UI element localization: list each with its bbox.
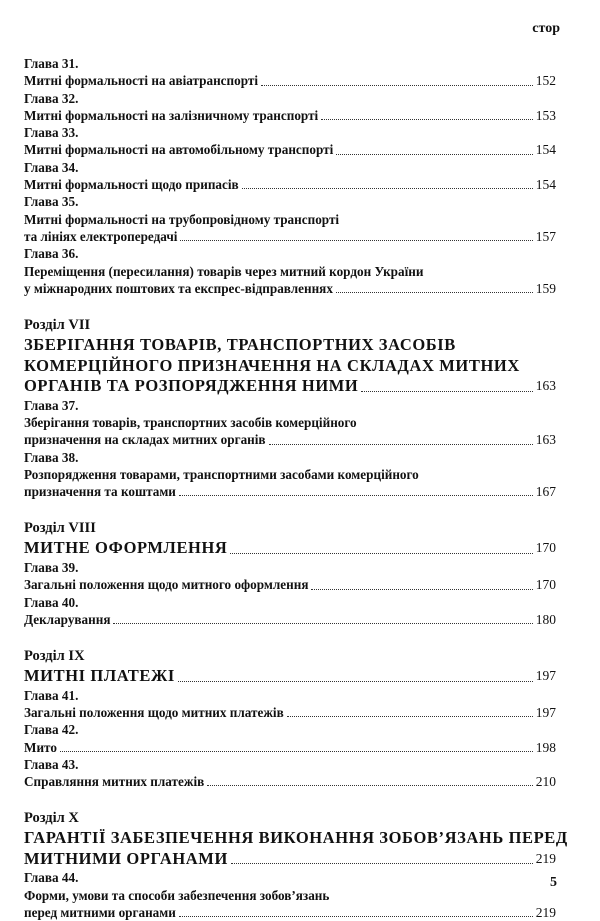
chapter-label: Глава 44. (24, 870, 79, 886)
section-title-line (24, 849, 556, 870)
section-title-line (24, 666, 556, 687)
chapter-label: Глава 41. (24, 687, 79, 703)
entry-text: МИТНИМИ ОРГАНАМИ (24, 848, 228, 868)
chapter-label: Глава 34. (24, 159, 79, 175)
toc-entry-line (24, 773, 556, 790)
toc-entry-line: Зберігання товарів, транспортних засобів комерційного (24, 414, 357, 430)
page-ref: 163 (535, 378, 556, 394)
page-ref: 167 (535, 484, 556, 500)
dot-leader (242, 188, 533, 189)
toc-entry-line (24, 483, 556, 500)
chapter-label: Глава 37. (24, 397, 79, 413)
toc-entry-line: Розпорядження товарами, транспортними засобами комерційного (24, 466, 419, 482)
entry-text: призначення та коштами (24, 484, 176, 500)
dot-leader (230, 553, 532, 554)
page-ref: 210 (535, 774, 556, 790)
entry-text: Митні формальності на авіатранспорті (24, 73, 259, 89)
dot-leader (361, 391, 532, 392)
dot-leader (207, 785, 533, 786)
dot-leader (179, 495, 533, 496)
page-ref: 153 (535, 107, 556, 123)
chapter-label: Глава 39. (24, 559, 79, 575)
toc-entry-line (24, 611, 556, 628)
page-ref: 219 (535, 850, 556, 866)
toc-entry-line (24, 228, 556, 245)
toc-entry-line (24, 576, 556, 593)
section-title-line (24, 376, 556, 397)
entry-text: ОРГАНІВ ТА РОЗПОРЯДЖЕННЯ НИМИ (24, 376, 359, 396)
entry-text: Мито (24, 739, 57, 755)
toc-entry-line: Форми, умови та способи забезпечення зобов’язань (24, 887, 330, 903)
chapter-label: Глава 32. (24, 90, 79, 106)
chapter-label: Глава 31. (24, 56, 79, 71)
entry-text: Митні формальності на автомобільному транспорті (24, 142, 334, 158)
section-label: Розділ VII (24, 317, 91, 334)
section-label: Розділ VIII (24, 520, 96, 537)
dot-leader (179, 916, 533, 917)
toc-entry-line (24, 176, 556, 193)
section-block (24, 809, 568, 921)
dot-leader (321, 119, 533, 120)
section-block (24, 316, 556, 500)
section-block (24, 647, 556, 790)
dot-leader (261, 85, 533, 86)
page-ref: 152 (535, 73, 556, 89)
section-label: Розділ X (24, 810, 79, 827)
dot-leader (287, 716, 533, 717)
toc-entry-line (24, 72, 556, 89)
chapter-label: Глава 43. (24, 756, 79, 772)
dot-leader (178, 681, 533, 682)
dot-leader (231, 863, 533, 864)
toc-entry-line (24, 107, 556, 124)
page-ref: 198 (535, 739, 556, 755)
chapter-label: Глава 36. (24, 246, 79, 262)
dot-leader (336, 154, 532, 155)
page-header-label: стор (532, 21, 560, 36)
entry-text: Загальні положення щодо митного оформлення (24, 577, 309, 593)
toc-entry-line (24, 141, 556, 158)
entry-text: Митні формальності щодо припасів (24, 177, 239, 193)
chapter-label: Глава 35. (24, 194, 79, 210)
section-title-line: ЗБЕРІГАННЯ ТОВАРІВ, ТРАНСПОРТНИХ ЗАСОБІВ (24, 335, 456, 355)
dot-leader (311, 589, 532, 590)
entry-text: МИТНІ ПЛАТЕЖІ (24, 666, 175, 686)
entry-text: перед митними органами (24, 905, 176, 920)
chapter-label: Глава 38. (24, 449, 79, 465)
page-ref: 197 (535, 668, 556, 684)
toc-entry-line (24, 431, 556, 448)
page-ref: 157 (535, 228, 556, 244)
entry-text: Справляння митних платежів (24, 774, 205, 790)
chapter-label: Глава 40. (24, 594, 79, 610)
dot-leader (60, 751, 533, 752)
page-ref: 154 (535, 177, 556, 193)
dot-leader (336, 292, 533, 293)
table-of-contents (24, 55, 568, 921)
section-block (24, 519, 556, 628)
page-number: 5 (550, 875, 557, 890)
page-ref: 180 (535, 611, 556, 627)
page-ref: 159 (535, 280, 556, 296)
chapter-label: Глава 42. (24, 722, 79, 738)
section-title-line: КОМЕРЦІЙНОГО ПРИЗНАЧЕННЯ НА СКЛАДАХ МИТНИХ (24, 355, 520, 375)
page-ref: 163 (535, 432, 556, 448)
entry-text: Митні формальності на залізничному транспорті (24, 107, 319, 123)
toc-entry-line (24, 739, 556, 756)
entry-text: МИТНЕ ОФОРМЛЕННЯ (24, 538, 228, 558)
dot-leader (269, 444, 533, 445)
entry-text: призначення на складах митних органів (24, 432, 266, 448)
toc-entry-line: Митні формальності на трубопровідному транспорті (24, 211, 340, 227)
page-ref: 197 (535, 704, 556, 720)
section-title-line: ГАРАНТІЇ ЗАБЕЗПЕЧЕННЯ ВИКОНАННЯ ЗОБОВ’ЯЗАНЬ ПЕРЕД (24, 828, 568, 848)
page-ref: 154 (535, 142, 556, 158)
dot-leader (113, 623, 532, 624)
page-ref: 219 (535, 905, 556, 920)
entry-text: та лініях електропередачі (24, 228, 178, 244)
entry-text: у міжнародних поштових та експрес-відправленнях (24, 280, 333, 296)
dot-leader (180, 240, 532, 241)
entry-text: Декларування (24, 611, 111, 627)
toc-entry-line (24, 280, 556, 297)
page-ref: 170 (535, 577, 556, 593)
entry-text: Загальні положення щодо митних платежів (24, 704, 284, 720)
section-title-line (24, 538, 556, 559)
page-ref: 170 (535, 540, 556, 556)
chapter-label: Глава 33. (24, 125, 79, 141)
toc-entry-line: Переміщення (пересилання) товарів через митний кордон України (24, 263, 424, 279)
toc-entry-line (24, 704, 556, 721)
section-label: Розділ IX (24, 648, 85, 665)
